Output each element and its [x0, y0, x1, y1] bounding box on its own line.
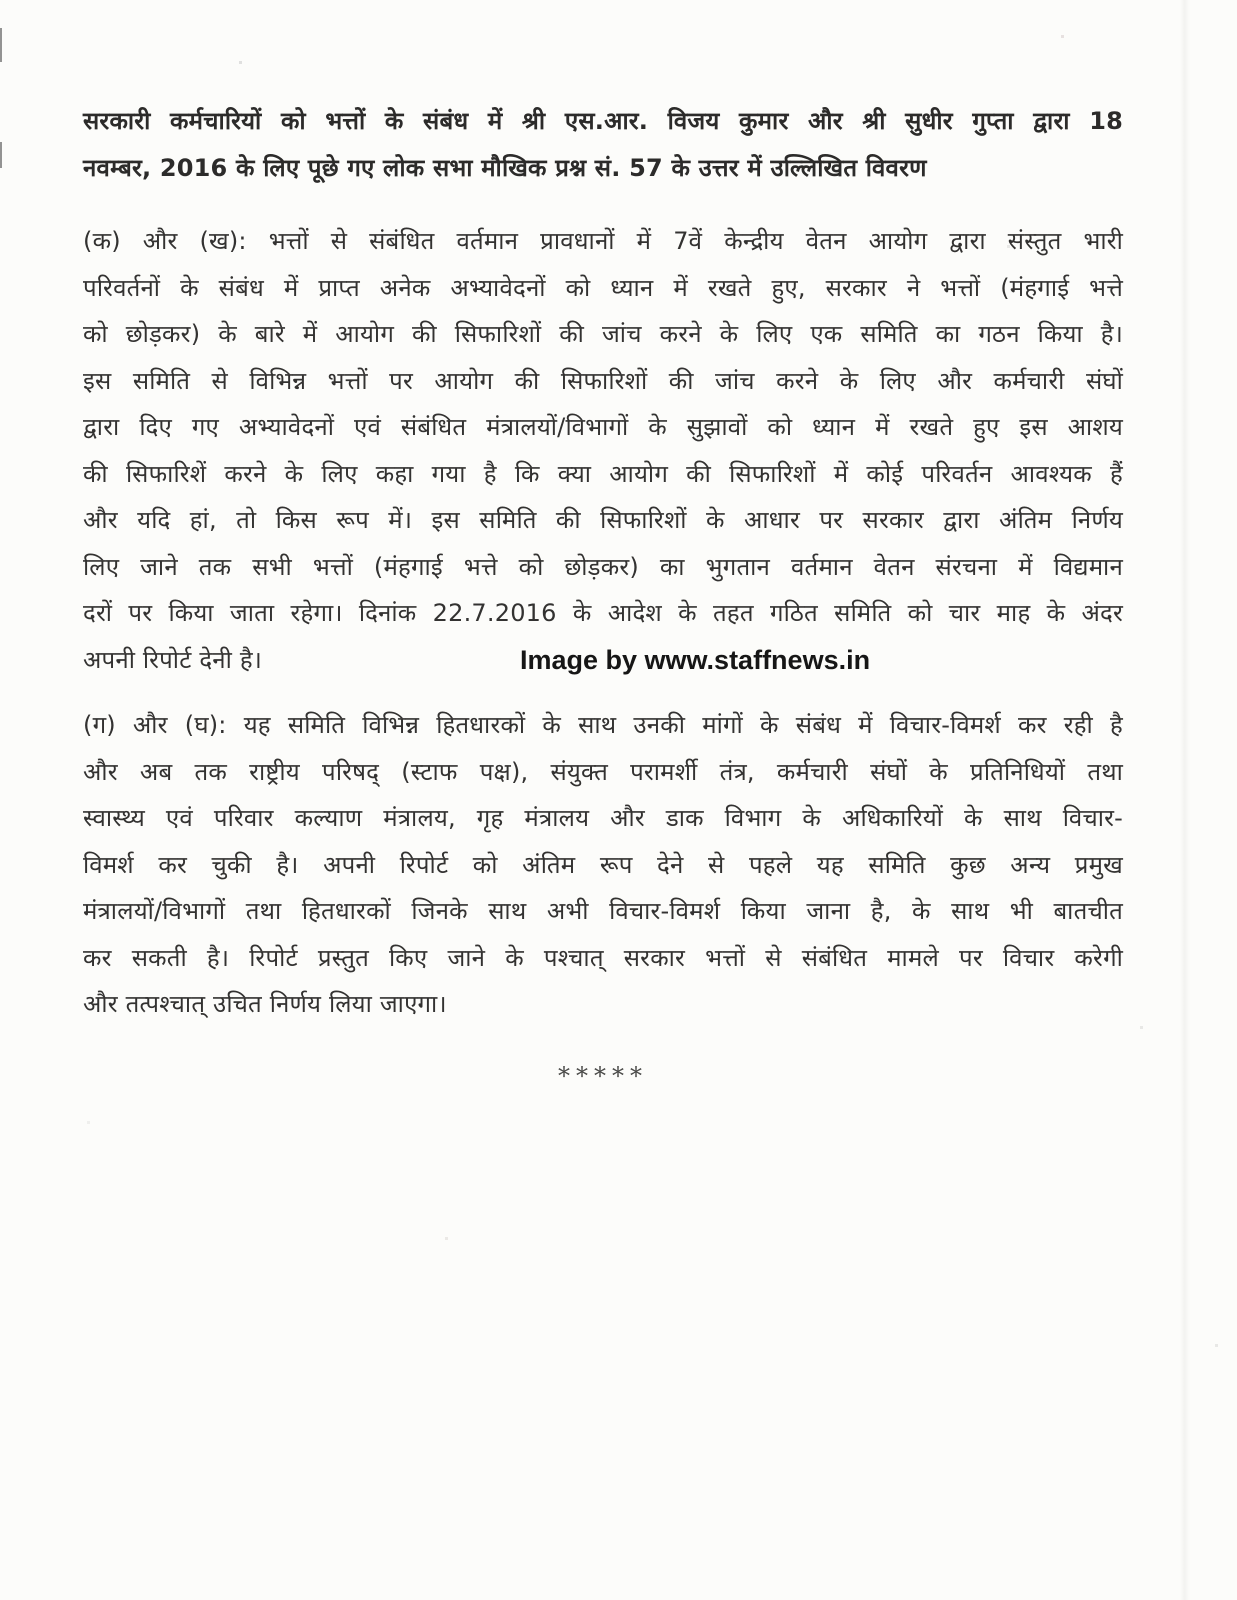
- body-line: कर सकती है। रिपोर्ट प्रस्तुत किए जाने के पश्चात् सरकार भत्तों से संबंधित मामले पर विचार करेगी: [83, 943, 1123, 972]
- paragraph-ka-kha: [83, 218, 1123, 683]
- body-line: विमर्श कर चुकी है। अपनी रिपोर्ट को अंतिम रूप देने से पहले यह समिति कुछ अन्य प्रमुख: [83, 850, 1123, 879]
- scan-fold-shadow: [1180, 0, 1190, 1600]
- body-line: मंत्रालयों/विभागों तथा हितधारकों जिनके साथ अभी विचार-विमर्श किया जाना है, के साथ भी बातचीत: [83, 897, 1123, 925]
- heading-line: सरकारी कर्मचारियों को भत्तों के संबंध में श्री एस.आर. विजय कुमार और श्री सुधीर गुप्ता द्वारा 18: [83, 107, 1123, 135]
- body-line: दरों पर किया जाता रहेगा। दिनांक 22.7.2016 के आदेश के तहत गठित समिति को चार माह के अंदर: [83, 599, 1123, 627]
- document-heading: [83, 98, 1123, 191]
- document-body: [83, 98, 1123, 1091]
- body-line-with-watermark: [83, 637, 1123, 684]
- scan-edge-artifact: [0, 142, 2, 168]
- body-line: को छोड़कर) के बारे में आयोग की सिफारिशों की जांच करने के लिए एक समिति का गठन किया है।: [83, 320, 1123, 348]
- end-separator: *****: [558, 1061, 648, 1090]
- staffnews-watermark: Image by www.staffnews.in: [520, 644, 871, 675]
- body-line: और अब तक राष्ट्रीय परिषद् (स्टाफ पक्ष), संयुक्त परामर्शी तंत्र, कर्मचारी संघों के प्रतिनिधियों तथा: [83, 757, 1123, 786]
- body-line: अपनी रिपोर्ट देनी है।: [83, 645, 263, 674]
- paragraph-ga-gha: [83, 702, 1123, 1028]
- scan-noise-specks: [0, 0, 1, 1]
- body-line: (ग) और (घ): यह समिति विभिन्न हितधारकों के साथ उनकी मांगों के संबंध में विचार-विमर्श कर रही है: [83, 711, 1123, 739]
- body-line: स्वास्थ्य एवं परिवार कल्याण मंत्रालय, गृह मंत्रालय और डाक विभाग के अधिकारियों के साथ विचार-: [83, 804, 1123, 832]
- body-line: (क) और (ख): भत्तों से संबंधित वर्तमान प्रावधानों में 7वें केन्द्रीय वेतन आयोग द्वारा संस्तुत भारी: [83, 227, 1123, 255]
- body-line: और तत्पश्चात् उचित निर्णय लिया जाएगा।: [83, 990, 447, 1018]
- body-line: द्वारा दिए गए अभ्यावेदनों एवं संबंधित मंत्रालयों/विभागों के सुझावों को ध्यान में रखते हुए इस आशय: [83, 413, 1123, 441]
- body-line: की सिफारिशें करने के लिए कहा गया है कि क्या आयोग की सिफारिशों में कोई परिवर्तन आवश्यक हैं: [83, 459, 1123, 488]
- scan-edge-artifact: [0, 28, 2, 62]
- body-line: और यदि हां, तो किस रूप में। इस समिति की सिफारिशों के आधार पर सरकार द्वारा अंतिम निर्णय: [83, 506, 1123, 534]
- body-line: इस समिति से विभिन्न भत्तों पर आयोग की सिफारिशों की जांच करने के लिए और कर्मचारी संघों: [83, 366, 1123, 395]
- body-line: परिवर्तनों के संबंध में प्राप्त अनेक अभ्यावेदनों को ध्यान में रखते हुए, सरकार ने भत्तों (मंहगाई भत्ते: [83, 273, 1123, 302]
- heading-line: नवम्बर, 2016 के लिए पूछे गए लोक सभा मौखिक प्रश्न सं. 57 के उत्तर में उल्लिखित विवरण: [83, 153, 927, 182]
- body-line: लिए जाने तक सभी भत्तों (मंहगाई भत्ते को छोड़कर) का भुगतान वर्तमान वेतन संरचना में विद्यमान: [83, 552, 1123, 581]
